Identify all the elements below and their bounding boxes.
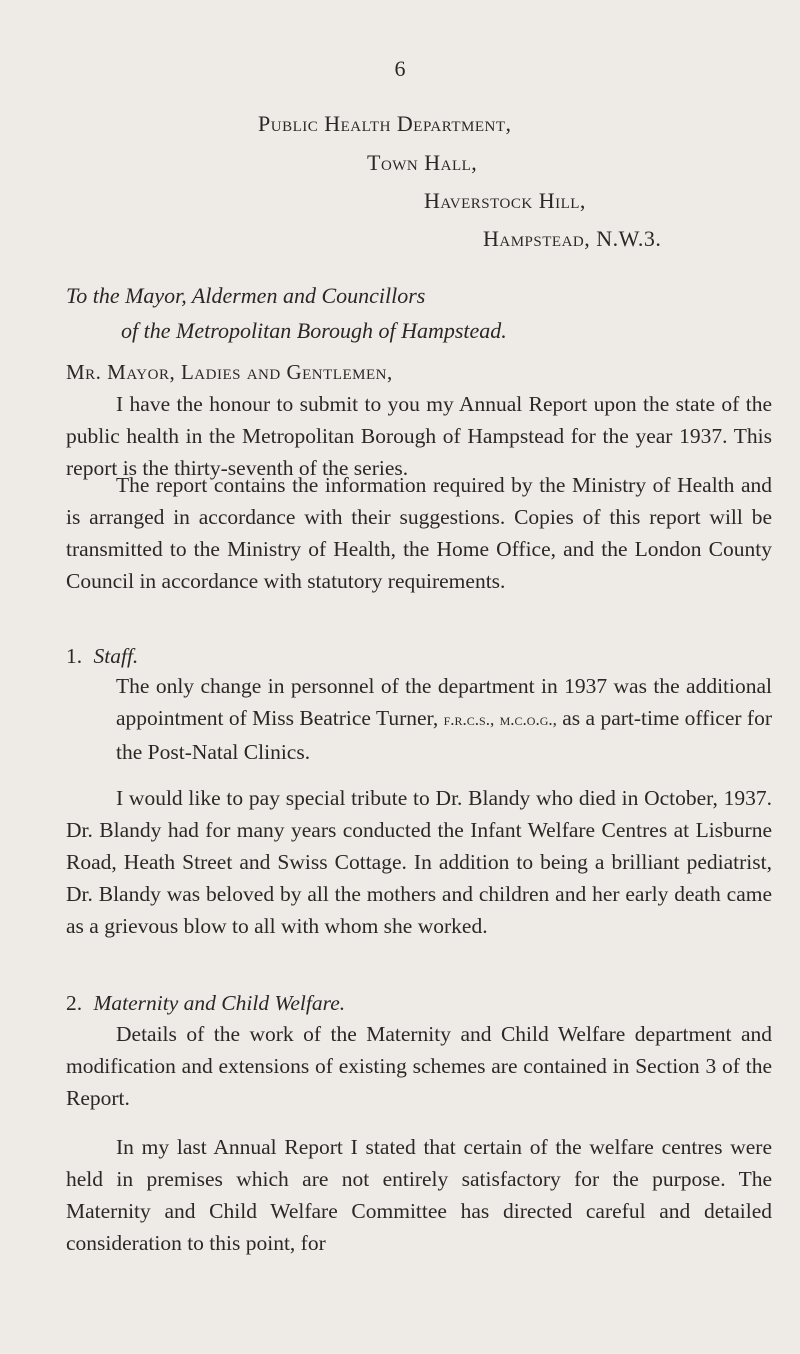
degree-frcs: f.r.c.s., bbox=[443, 710, 495, 729]
section-2-heading bbox=[66, 991, 345, 1016]
section-1-paragraph-2: I would like to pay special tribute to Dr. Blandy who died in October, 1937. Dr. Blandy had for many years conducted the Infant Welfare Centres at Lisburne Road, Heath Street and Swiss Cottage. In addition to being a brilliant pediatrist, Dr. Blandy was beloved by all the mothers and children and her early death came as a grievous blow to all with whom she worked. bbox=[66, 786, 772, 938]
section-2-title: Maternity and Child Welfare. bbox=[93, 991, 346, 1015]
intro-paragraph-2: The report contains the information required by the Ministry of Health and is arranged in accordance with their suggestions. Copies of this report will be transmitted to the Ministry of Health, the Home Office, and the London County Council in accordance with statutory requirements. bbox=[66, 473, 772, 593]
section-1-heading bbox=[66, 644, 138, 669]
section-1-p1-text-end: as a part-time officer for the Post-Natal Clinics. bbox=[116, 706, 772, 764]
section-2-paragraph-2: In my last Annual Report I stated that certain of the welfare centres were held in premises which are not entirely satisfactory for the purpose. The Maternity and Child Welfare Committee has directed careful and detailed consideration to this point, for bbox=[66, 1135, 772, 1255]
address-line-3: Haverstock Hill, bbox=[424, 188, 586, 213]
addressee-line-2: of the Metropolitan Borough of Hampstead. bbox=[121, 318, 507, 343]
address-line-1: Public Health Department, bbox=[258, 111, 512, 136]
address-line-2: Town Hall, bbox=[367, 150, 478, 175]
degree-mcog: m.c.o.g., bbox=[499, 710, 557, 729]
salutation: Mr. Mayor, Ladies and Gentlemen, bbox=[66, 360, 393, 384]
section-2-paragraph-1: Details of the work of the Maternity and Child Welfare department and modification and extensions of existing schemes are contained in Section 3 of the Report. bbox=[66, 1022, 772, 1110]
page-number: 6 bbox=[394, 56, 406, 81]
section-1-paragraph-1 bbox=[116, 670, 772, 768]
address-line-4: Hampstead, N.W.3. bbox=[483, 226, 662, 251]
section-1-number: 1. bbox=[66, 644, 83, 668]
intro-paragraph-1: I have the honour to submit to you my Annual Report upon the state of the public health in the Metropolitan Borough of Hampstead for the year 1937. This report is the thirty-seventh of the series. bbox=[66, 392, 772, 480]
section-1-p1-text: The only change in personnel of the department in 1937 was the additional appointment of Miss Beatrice Turner, bbox=[116, 674, 772, 730]
section-1-title: Staff. bbox=[93, 644, 139, 668]
section-2-number: 2. bbox=[66, 991, 83, 1015]
addressee-line-1: To the Mayor, Aldermen and Councillors bbox=[66, 283, 426, 308]
